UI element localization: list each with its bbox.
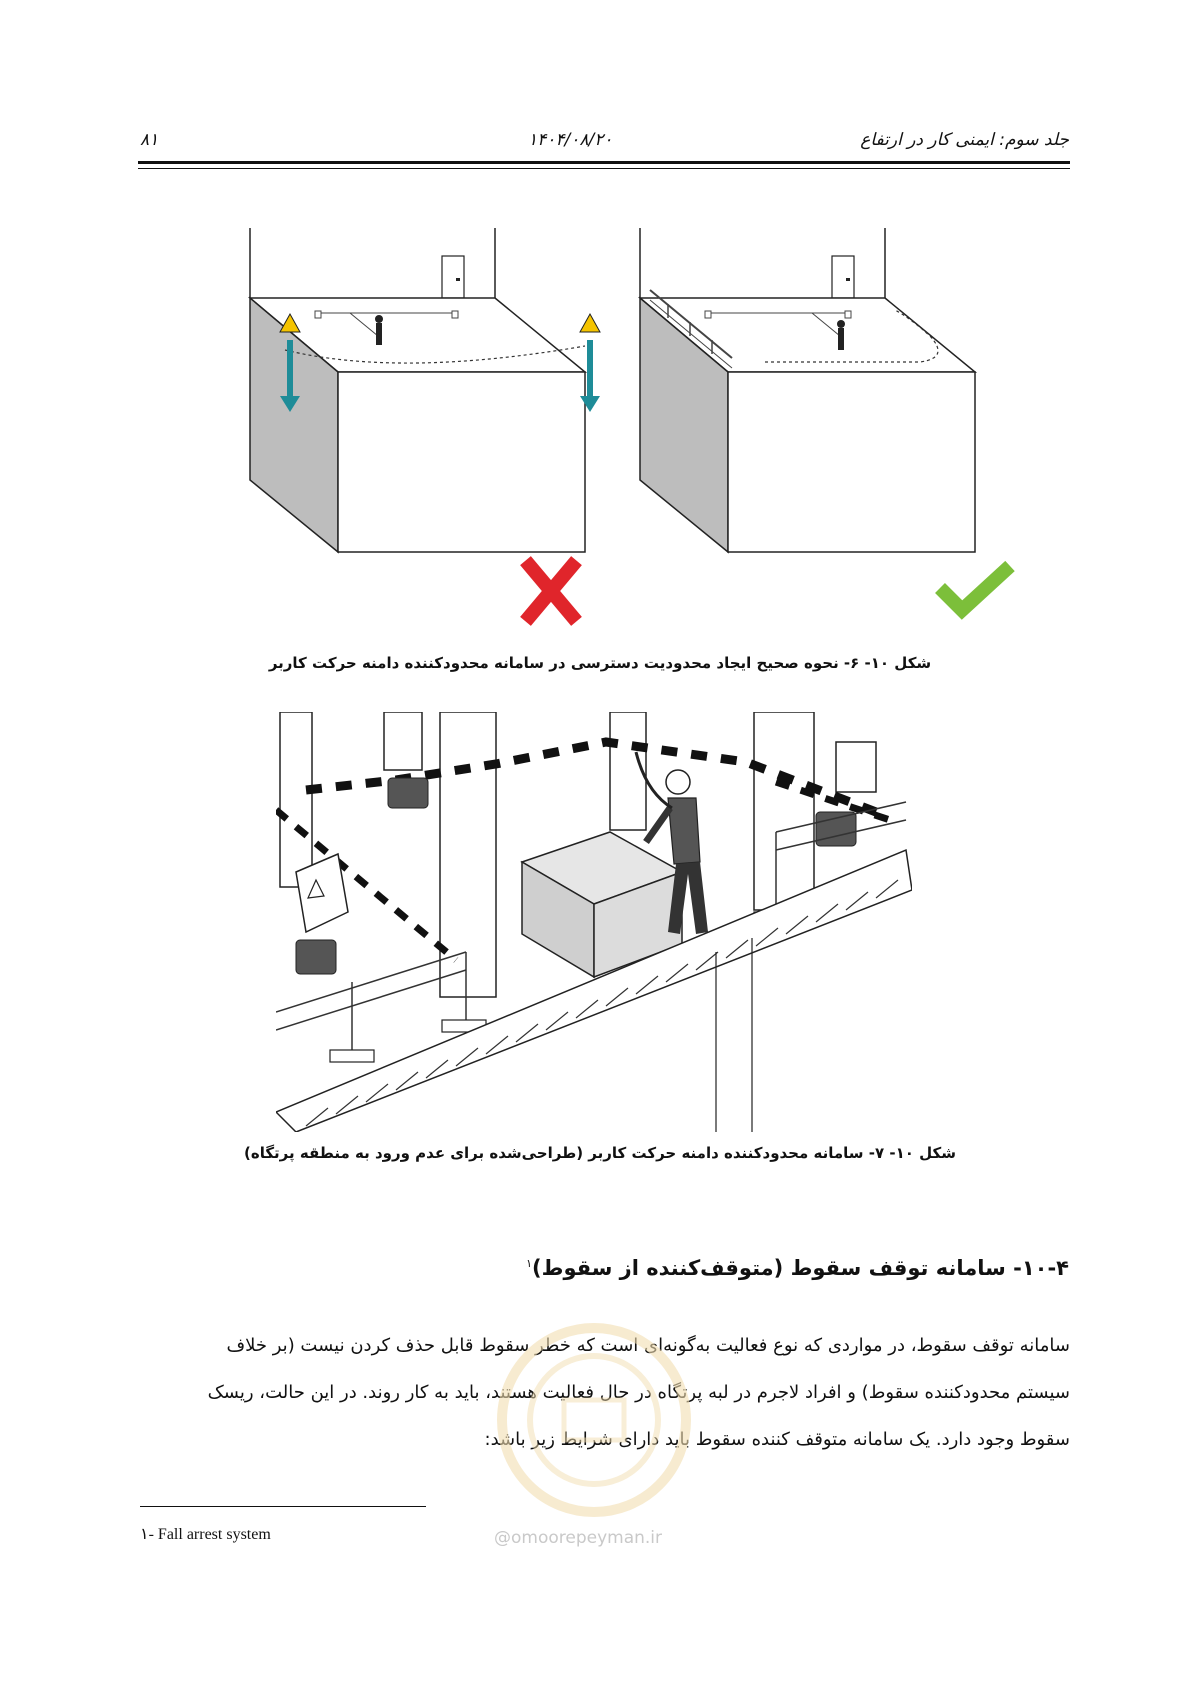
check-mark-icon [940, 566, 1010, 610]
footnote-reference: ۱ [526, 1257, 533, 1270]
footnote-rule [140, 1506, 426, 1507]
wrong-building [250, 228, 600, 552]
figure-6-caption: شکل ۱۰- ۶- نحوه صحیح ایجاد محدودیت دسترسی در سامانه محدودکننده دامنه حرکت کاربر [268, 654, 932, 672]
page-number: ۸۱ [140, 130, 159, 150]
footnote: ۱- Fall arrest system [140, 1526, 271, 1543]
paragraph-line: سقوط وجود دارد. یک سامانه متوقف کننده سقوط باید دارای شرایط زیر باشد: [484, 1429, 1070, 1450]
watermark-text: @omoorepeyman.ir [494, 1528, 663, 1548]
cross-mark-icon [530, 566, 572, 616]
paragraph-line: سیستم محدودکننده سقوط) و افراد لاجرم در لبه پرتگاه در حال فعالیت هستند، باید به کار روند. در این حالت، ریسک [207, 1382, 1070, 1403]
running-title: جلد سوم: ایمنی کار در ارتفاع [860, 130, 1069, 150]
correct-building [640, 228, 975, 552]
paragraph-line: سامانه توقف سقوط، در مواردی که نوع فعالیت به‌گونه‌ای است که خطر سقوط قابل حذف کردن نیست (بر خلاف [226, 1335, 1070, 1356]
figure-7-caption: شکل ۱۰- ۷- سامانه محدودکننده دامنه حرکت کاربر (طراحی‌شده برای عدم ورود به منطقه پرتگاه) [243, 1144, 956, 1162]
section-heading-text: ۱۰-۴- سامانه توقف سقوط (متوقف‌کننده از سقوط) [532, 1256, 1069, 1280]
figure-6-illustration [240, 218, 1040, 628]
header-rule-thick [138, 161, 1070, 164]
header-date: ۱۴۰۴/۰۸/۲۰ [528, 130, 613, 150]
header-rule-thin [138, 168, 1070, 169]
watermark-logo-icon [484, 1320, 704, 1520]
section-heading [526, 1256, 1069, 1280]
figure-7-illustration [276, 712, 912, 1132]
